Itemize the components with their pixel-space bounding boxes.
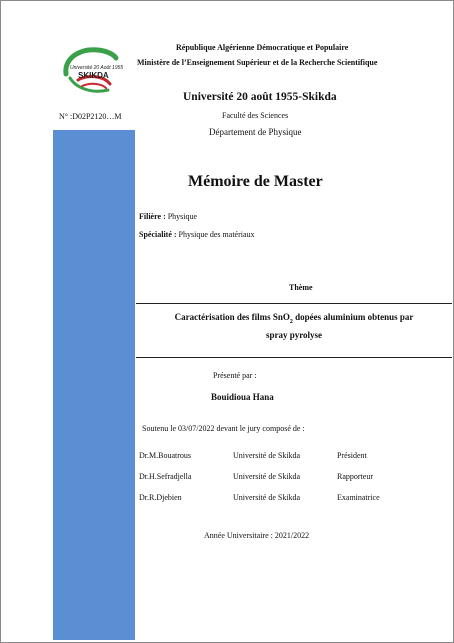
jury-university: Université de Skikda	[233, 472, 301, 481]
document-number: N° :D02P2120…M	[59, 112, 122, 121]
department-name: Département de Physique	[209, 127, 302, 137]
ministry-line: Ministère de l’Enseignement Supérieur et de la Recherche Scientifique	[137, 58, 378, 67]
filiere-value: Physique	[165, 212, 198, 221]
author-name: Bouidioua Hana	[211, 392, 274, 402]
defense-line: Soutenu le 03/07/2022 devant le jury composé de :	[142, 424, 305, 433]
filiere-line	[139, 212, 197, 221]
republic-line: République Algérienne Démocratique et Populaire	[176, 43, 349, 52]
jury-university: Université de Skikda	[233, 451, 301, 460]
jury-name: Dr.H.Sefradjella	[139, 472, 192, 481]
filiere-label: Filière :	[139, 212, 166, 221]
thesis-title-line2: spray pyrolyse	[265, 329, 323, 340]
thesis-title-part2: dopées aluminium obtenus par	[292, 312, 414, 322]
page-title: Mémoire de Master	[188, 173, 323, 190]
university-logo	[58, 44, 136, 96]
university-name: Université 20 août 1955-Skikda	[183, 91, 337, 103]
thesis-title-part1: Caractérisation des films SnO	[174, 312, 290, 322]
thesis-title	[136, 311, 452, 342]
jury-university: Université de Skikda	[233, 493, 301, 502]
presented-by-label: Présenté par :	[213, 371, 257, 380]
side-bar	[53, 130, 135, 640]
jury-name: Dr.R.Djebien	[139, 493, 182, 502]
jury-role: Président	[337, 451, 367, 460]
academic-year: Année Universitaire : 2021/2022	[204, 531, 310, 540]
theme-bottom-rule	[136, 357, 452, 358]
faculty-name: Faculté des Sciences	[222, 111, 289, 120]
logo-arc-text: Université 20 Août 1955	[70, 65, 124, 71]
specialite-line	[139, 230, 255, 239]
logo-name: SKIKDA	[78, 71, 109, 80]
jury-role: Rapporteur	[337, 472, 373, 481]
specialite-value: Physique des matériaux	[176, 230, 255, 239]
theme-top-rule	[136, 303, 452, 304]
thesis-title-subscript: 2	[289, 318, 293, 325]
jury-role: Examinatrice	[337, 493, 380, 502]
theme-label: Thème	[289, 283, 313, 292]
jury-name: Dr.M.Bouatrous	[139, 451, 191, 460]
specialite-label: Spécialité :	[139, 230, 177, 239]
